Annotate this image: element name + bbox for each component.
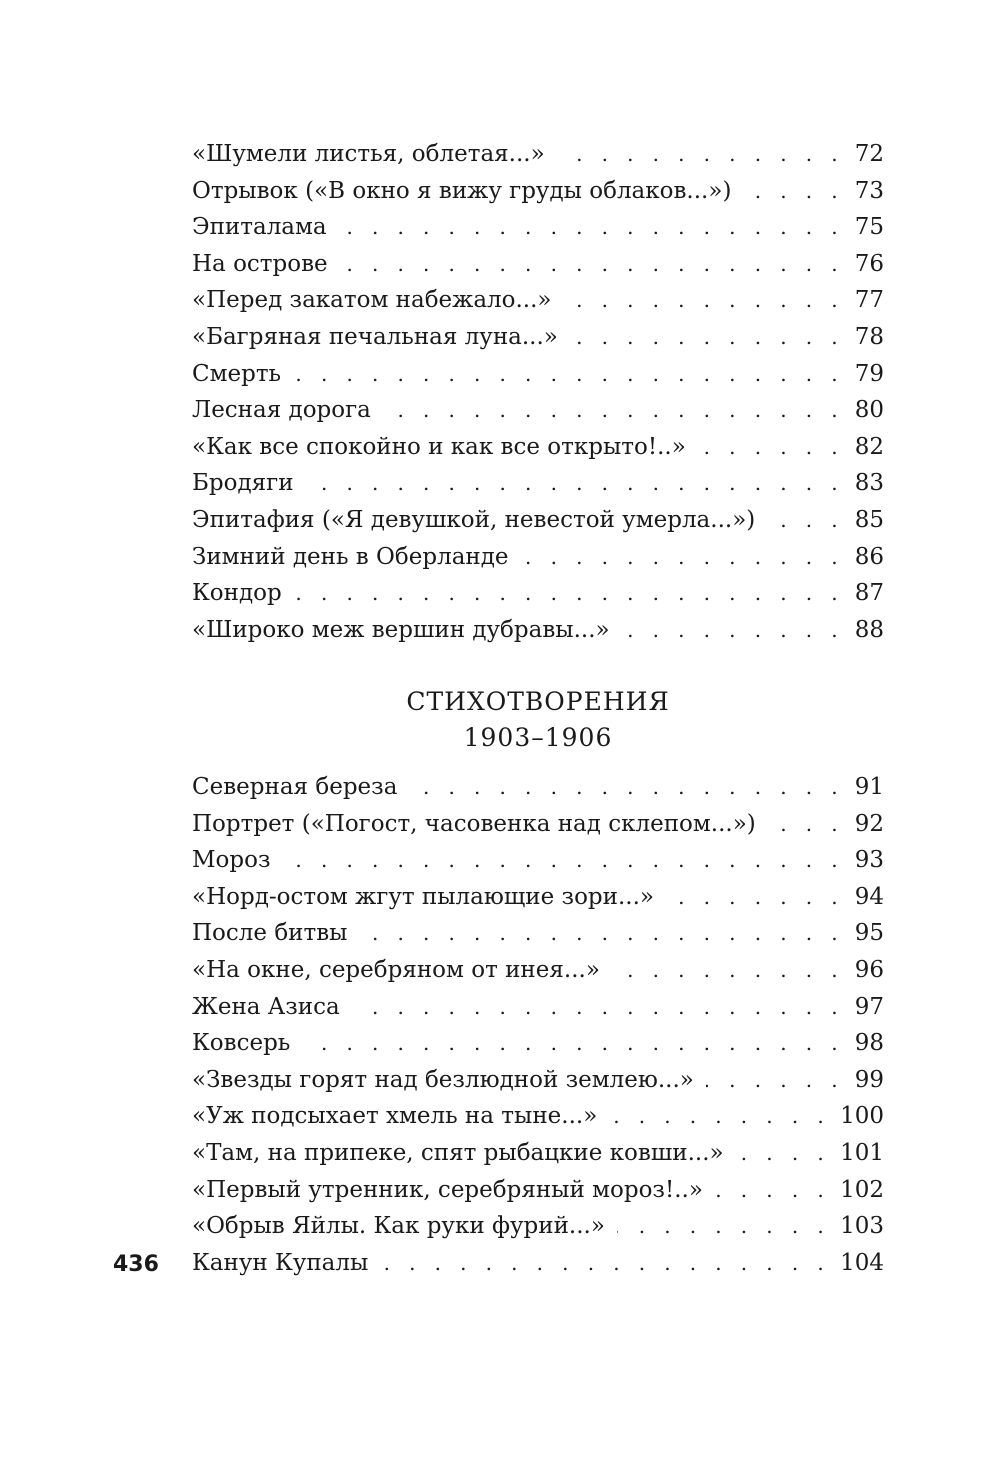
dot-leader xyxy=(698,429,844,466)
entry-page-number: 85 xyxy=(854,506,884,533)
dot-leader xyxy=(302,1025,844,1062)
dot-leader xyxy=(767,502,844,539)
entry-title: Кондор xyxy=(192,580,282,607)
contents-entry xyxy=(192,1025,884,1062)
entry-page-number: 72 xyxy=(854,141,884,167)
entry-page-number: 82 xyxy=(854,433,884,460)
dot-leader xyxy=(736,1135,831,1172)
contents-entry xyxy=(192,356,884,393)
entry-title: «Широко меж вершин дубравы...» xyxy=(192,616,610,643)
entry-title: «Там, на припеке, спят рыбацкие ковши...» xyxy=(192,1139,724,1166)
entry-title: Мороз xyxy=(192,847,271,874)
entry-title: Эпиталама xyxy=(192,214,327,241)
entry-page-number: 98 xyxy=(854,1030,884,1057)
entry-page-number: 77 xyxy=(854,287,884,314)
entry-page-number: 78 xyxy=(854,323,884,350)
section-heading xyxy=(192,684,884,756)
entry-page-number: 100 xyxy=(840,1103,884,1130)
dot-leader xyxy=(293,356,844,393)
dot-leader xyxy=(294,575,844,612)
entry-title: После битвы xyxy=(192,920,348,947)
entry-title: На острове xyxy=(192,250,328,277)
entry-page-number: 94 xyxy=(854,883,884,910)
contents-entry xyxy=(192,1245,884,1282)
entry-page-number: 95 xyxy=(854,920,884,947)
contents-entry xyxy=(192,136,884,173)
contents-entry xyxy=(192,539,884,576)
contents-entry xyxy=(192,282,884,319)
entry-page-number: 101 xyxy=(840,1139,884,1166)
dot-leader xyxy=(612,952,844,989)
entry-page-number: 104 xyxy=(840,1249,884,1276)
dot-leader xyxy=(521,539,844,576)
entry-title: «На окне, серебряном от инея...» xyxy=(192,956,600,983)
contents-entry xyxy=(192,842,884,879)
dot-leader xyxy=(666,879,844,916)
entry-page-number: 88 xyxy=(854,616,884,643)
entry-page-number: 79 xyxy=(854,360,884,387)
entry-page-number: 76 xyxy=(854,250,884,277)
contents-entry xyxy=(192,879,884,916)
dot-leader xyxy=(409,769,844,806)
contents-entry xyxy=(192,465,884,502)
entry-title: Ковсерь xyxy=(192,1030,291,1057)
entry-title: Смерть xyxy=(192,360,282,387)
contents-entry xyxy=(192,1135,884,1172)
entry-page-number: 93 xyxy=(854,847,884,874)
contents-entry xyxy=(192,769,884,806)
entry-page-number: 80 xyxy=(854,397,884,424)
entry-page-number: 87 xyxy=(854,580,884,607)
contents-entry xyxy=(192,612,884,649)
contents-entry xyxy=(192,915,884,952)
entry-title: «Обрыв Яйлы. Как руки фурий...» xyxy=(192,1213,605,1240)
contents-list-early xyxy=(192,136,884,648)
dot-leader xyxy=(339,209,844,246)
section-title: СТИХОТВОРЕНИЯ xyxy=(406,687,670,716)
entry-title: «Звезды горят над безлюдной землею...» xyxy=(192,1066,694,1093)
entry-page-number: 103 xyxy=(840,1213,884,1240)
contents-entry xyxy=(192,1062,884,1099)
entry-title: «Норд-остом жгут пылающие зори...» xyxy=(192,883,654,910)
entry-title: Канун Купалы xyxy=(192,1249,369,1276)
entry-title: Жена Азиса xyxy=(192,993,340,1020)
contents-list-1903-1906 xyxy=(192,769,884,1281)
entry-page-number: 99 xyxy=(854,1066,884,1093)
section-years: 1903–1906 xyxy=(463,723,613,752)
entry-title: Портрет («Погост, часовенка над склепом...») xyxy=(192,810,756,837)
dot-leader xyxy=(706,1062,844,1099)
entry-page-number: 73 xyxy=(854,177,884,204)
dot-leader xyxy=(743,173,844,210)
entry-page-number: 97 xyxy=(854,993,884,1020)
contents-entry xyxy=(192,246,884,283)
entry-title: «Перед закатом набежало...» xyxy=(192,287,552,314)
entry-title: «Уж подсыхает хмель на тыне...» xyxy=(192,1103,598,1130)
contents-entry xyxy=(192,209,884,246)
dot-leader xyxy=(557,136,844,173)
entry-page-number: 83 xyxy=(854,470,884,497)
entry-page-number: 92 xyxy=(854,810,884,837)
dot-leader xyxy=(715,1172,830,1209)
contents-entry xyxy=(192,989,884,1026)
page-number: 436 xyxy=(113,1252,159,1277)
entry-title: Эпитафия («Я девушкой, невестой умерла...») xyxy=(192,506,756,533)
contents-entry xyxy=(192,392,884,429)
contents-entry xyxy=(192,952,884,989)
contents-entry xyxy=(192,319,884,356)
entry-title: Зимний день в Оберланде xyxy=(192,543,509,570)
entry-page-number: 96 xyxy=(854,956,884,983)
dot-leader xyxy=(564,282,845,319)
dot-leader xyxy=(352,989,844,1026)
contents-entry xyxy=(192,806,884,843)
dot-leader xyxy=(340,246,844,283)
dot-leader xyxy=(570,319,844,356)
dot-leader xyxy=(617,1208,830,1245)
dot-leader xyxy=(622,612,844,649)
contents-entry xyxy=(192,173,884,210)
entry-title: Северная береза xyxy=(192,774,398,800)
entry-page-number: 75 xyxy=(854,214,884,241)
dot-leader xyxy=(768,806,844,843)
dot-leader xyxy=(380,1245,830,1282)
entry-title: Бродяги xyxy=(192,470,294,497)
contents-entry xyxy=(192,1098,884,1135)
dot-leader xyxy=(283,842,844,879)
entry-title: Отрывок («В окно я вижу груды облаков...») xyxy=(192,177,732,204)
entry-title: «Шумели листья, облетая...» xyxy=(192,141,545,167)
contents-entry xyxy=(192,502,884,539)
contents-entry xyxy=(192,1172,884,1209)
entry-page-number: 91 xyxy=(854,774,884,800)
entry-page-number: 86 xyxy=(854,543,884,570)
entry-title: «Первый утренник, серебряный мороз!..» xyxy=(192,1176,703,1203)
contents-entry xyxy=(192,1208,884,1245)
dot-leader xyxy=(359,915,844,952)
entry-title: Лесная дорога xyxy=(192,397,371,424)
dot-leader xyxy=(306,465,844,502)
dot-leader xyxy=(609,1098,830,1135)
contents-entry xyxy=(192,429,884,466)
entry-title: «Как все спокойно и как все открыто!..» xyxy=(192,433,686,460)
contents-entry xyxy=(192,575,884,612)
entry-page-number: 102 xyxy=(840,1176,884,1203)
dot-leader xyxy=(383,392,844,429)
entry-title: «Багряная печальная луна...» xyxy=(192,323,558,350)
